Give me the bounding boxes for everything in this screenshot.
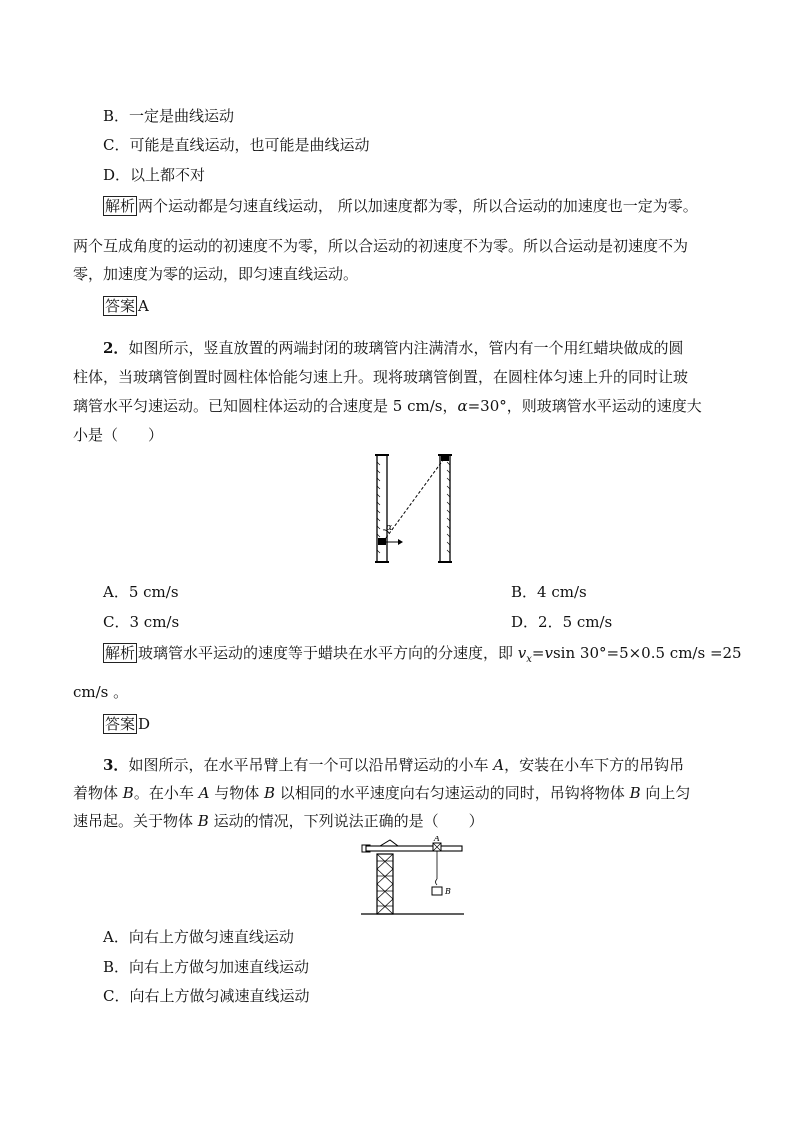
answer-value: A xyxy=(138,297,149,315)
stem-text: 如图所示，竖直放置的两端封闭的玻璃管内注满清水，管内有一个用红蜡块做成的圆 xyxy=(128,339,684,357)
analysis-text: = xyxy=(531,644,545,662)
question-stem xyxy=(103,338,683,358)
option-d: D．以上都不对 xyxy=(103,166,206,184)
stem-text: 速吊起。关于物体 xyxy=(73,812,198,830)
stem-text: 璃管水平匀速运动。已知圆柱体运动的合速度是 5 cm/s， xyxy=(73,397,458,415)
question-stem xyxy=(103,755,684,775)
stem-text: 以相同的水平速度向右匀速运动的同时，吊钩将物体 xyxy=(275,784,630,802)
option-c: C．向右上方做匀减速直线运动 xyxy=(103,987,310,1005)
answer-line xyxy=(103,714,150,734)
glass-tube-figure xyxy=(370,450,460,566)
alpha-symbol: α xyxy=(457,397,468,415)
stem-text xyxy=(73,396,702,416)
stem-text: 运动的情况，下列说法正确的是（ ） xyxy=(208,812,484,830)
question-number: 3． xyxy=(103,756,129,774)
analysis-text: 两个运动都是匀速直线运动， 所以加速度都为零，所以合运动的加速度也一定为零。 xyxy=(138,197,698,215)
option-d: D．2．5 cm/s xyxy=(511,613,613,631)
stem-text: 。在小车 xyxy=(133,784,199,802)
angle-label: α xyxy=(386,523,393,533)
analysis-label: 解析 xyxy=(105,197,136,215)
option-b: B．向右上方做匀加速直线运动 xyxy=(103,958,310,976)
variable: B xyxy=(629,784,641,802)
analysis-text: cm/s 。 xyxy=(73,683,129,701)
variable: B xyxy=(263,784,276,802)
variable: A xyxy=(198,784,210,802)
analysis-text: 两个互成角度的运动的初速度不为零，所以合运动的初速度不为零。所以合运动是初速度不为 xyxy=(73,237,689,255)
crane-figure xyxy=(358,836,468,918)
stem-text: 着物体 xyxy=(73,784,123,802)
stem-text: 小是（ ） xyxy=(73,426,164,444)
subscript: x xyxy=(526,654,532,665)
stem-text: ，安装在小车下方的吊钩吊 xyxy=(504,756,685,774)
analysis-text: 玻璃管水平运动的速度等于蜡块在水平方向的分速度，即 xyxy=(138,644,518,662)
answer-label: 答案 xyxy=(105,715,136,733)
variable: A xyxy=(493,756,505,774)
option-b: B．一定是曲线运动 xyxy=(103,107,235,125)
stem-text: 如图所示，在水平吊臂上有一个可以沿吊臂运动的小车 xyxy=(128,756,494,774)
variable: v xyxy=(517,644,527,662)
variable: B xyxy=(122,784,134,802)
question-number: 2． xyxy=(103,339,129,357)
stem-text: 柱体，当玻璃管倒置时圆柱体恰能匀速上升。现将玻璃管倒置，在圆柱体匀速上升的同时让玻 xyxy=(73,368,689,386)
trolley-label: A xyxy=(434,836,440,843)
stem-text: 与物体 xyxy=(209,784,264,802)
option-b: B．4 cm/s xyxy=(511,583,587,601)
answer-line xyxy=(103,296,149,316)
analysis-line xyxy=(103,643,742,670)
answer-value: D xyxy=(138,715,151,733)
option-a: A．5 cm/s xyxy=(103,583,179,601)
analysis-text: sin 30°=5×0.5 cm/s =25 xyxy=(552,644,742,662)
variable: v xyxy=(544,644,553,662)
option-c: C．3 cm/s xyxy=(103,613,180,631)
analysis-label: 解析 xyxy=(105,644,136,662)
load-label: B xyxy=(445,887,451,896)
stem-text: =30°，则玻璃管水平运动的速度大 xyxy=(467,397,702,415)
option-a: A．向右上方做匀速直线运动 xyxy=(103,928,294,946)
stem-text xyxy=(73,783,690,803)
variable: B xyxy=(197,812,209,830)
analysis-line xyxy=(103,196,698,216)
analysis-text: 零，加速度为零的运动，即匀速直线运动。 xyxy=(73,265,359,283)
option-c: C．可能是直线运动，也可能是曲线运动 xyxy=(103,136,370,154)
answer-label: 答案 xyxy=(105,297,136,315)
stem-text: 向上匀 xyxy=(640,784,691,802)
stem-text xyxy=(73,811,484,831)
